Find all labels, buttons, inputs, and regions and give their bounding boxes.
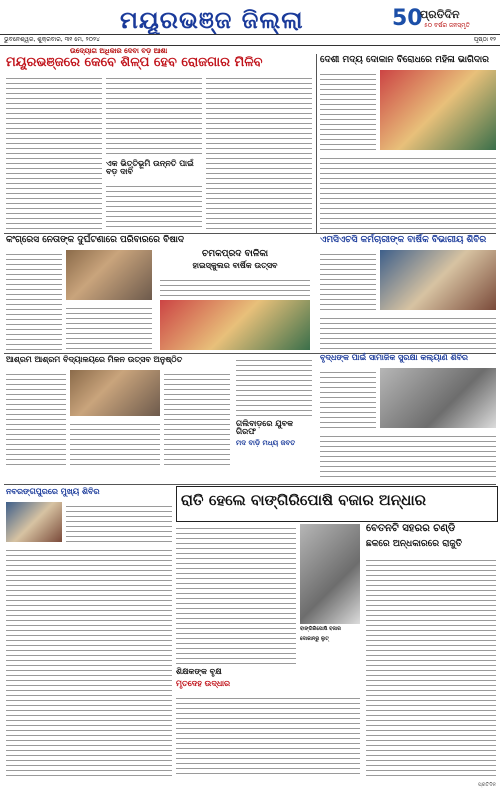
middle-body xyxy=(236,356,312,416)
section-divider xyxy=(4,233,496,234)
night-headline-box xyxy=(176,486,498,522)
column-divider xyxy=(316,54,317,234)
lead-body-col2 xyxy=(106,74,202,156)
date-text: ଭୁବନେଶ୍ୱର, ଶୁକ୍ରବାର, ୩୧ ମେ, ୨୦୨୪ xyxy=(4,36,100,43)
girl-headline: ଚମକପ୍ରଦ ବାଳିକା xyxy=(201,249,269,259)
sanitation-photo xyxy=(380,250,496,310)
page-number: ପୃଷ୍ଠା ୧୨ xyxy=(473,36,496,43)
dateline xyxy=(0,34,500,46)
congress-photo xyxy=(66,250,152,300)
masthead xyxy=(0,0,500,44)
footer-brand: ପ୍ରତିଦିନ xyxy=(478,782,496,788)
lead-side-headline: ଏକ ଭିତ୍ତିଭୂମି ଉନ୍ନତି ପାଇଁ ବଡ଼ ଦାବି xyxy=(106,159,194,177)
mayor-headline: ନବରଙ୍ଗପୁରରେ ମୁଖ୍ୟ ଶିବିର xyxy=(6,487,100,496)
tower-photo xyxy=(300,524,360,624)
sanitation-headline: ଏମସିଏଚସି କର୍ମଚାରୀଙ୍କ ବାର୍ଷିକ ବିଭାଗୀୟ ଶିବିର xyxy=(320,235,487,245)
brand-name: ପ୍ରତିଦିନ xyxy=(420,8,460,21)
small-headline: ଗଲିବାଡ଼ରେ ଯୁବକ ଗିରଫ xyxy=(236,419,294,437)
water-subhead: ଛକରେ ଅନ୍ଧକାରରେ ରାଜୁତି xyxy=(366,539,462,549)
women-body xyxy=(320,70,376,150)
mayor-body2 xyxy=(6,546,172,778)
water-headline: ବେତନଟି ସହରର ଚଣ୍ଡି xyxy=(366,523,456,534)
congress-headline: କଂଗ୍ରେସ ନେତାଙ୍କ ଦୁର୍ଘଟଣାରେ ପରିବାରରେ ବିଷାଦ xyxy=(6,235,185,245)
ashram-photo xyxy=(70,370,160,416)
teacher-body xyxy=(176,694,360,778)
sanitation-body2 xyxy=(320,314,496,350)
camp-headline: ବୃଦ୍ଧଙ୍କ ପାଇଁ ସାମାଜିକ ସୁରକ୍ଷା କଲ୍ୟାଣ ଶିବିର xyxy=(320,353,468,362)
ashram-body3 xyxy=(164,370,230,466)
camp-body2 xyxy=(320,432,496,480)
congress-body2 xyxy=(66,304,152,350)
night-headline: ରାତି ହେଲେ ବାଙ୍ଗିରିପୋଷି ବଜାର ଅନ୍ଧାର xyxy=(181,491,427,509)
water-body xyxy=(366,556,496,778)
women-headline: ଦେଶୀ ମଦ୍ୟ ଦୋକାନ ବିରୋଧରେ ମହିଳା ଭାଗିଦାର xyxy=(320,55,489,65)
girl-subhead: ହାଇସ୍କୁଲର ବାର୍ଷିକ ଉତ୍ସବ xyxy=(192,261,278,270)
camp-body xyxy=(320,368,376,428)
ashram-body2 xyxy=(70,420,160,466)
mayor-body xyxy=(66,502,172,542)
lead-kicker: ଉଦ୍ୟୋଗ ଅଧିକାର ଦେବା ବଡ଼ ଆଶା xyxy=(70,47,168,55)
sanitation-body xyxy=(320,250,376,310)
anniversary-logo: 50 xyxy=(392,6,423,31)
lead-body-col1 xyxy=(6,74,102,230)
girl-body xyxy=(160,276,310,298)
section-divider-3 xyxy=(4,484,496,485)
ashram-body xyxy=(6,370,66,466)
lead-headline: ମୟୂରଭଞ୍ଜରେ କେବେ ଶିଳ୍ପ ହେବ ରୋଜଗାର ମିଳିବ xyxy=(6,55,263,70)
page-title: ମୟୂରଭଞ୍ଜ ଜିଲ୍ଲା xyxy=(120,6,304,34)
mayor-photo xyxy=(6,502,62,542)
ashram-headline: ଆଶ୍ରମ ଆଶ୍ରମ ବିଦ୍ୟାଳୟରେ ମିଳନ ଉତ୍ସବ ଅନୁଷ୍ଠିତ xyxy=(6,355,183,364)
small-subhead: ମଦ ବାଡ଼ି ମଧ୍ୟ ଜବତ xyxy=(236,439,296,447)
congress-body xyxy=(6,250,62,350)
teacher-headline: ଶିକ୍ଷକଙ୍କ ବୃକ୍ଷ xyxy=(176,667,222,676)
footer xyxy=(0,782,500,788)
teacher-subhead: ମୃତଦେହ ଉଦ୍ଧାର xyxy=(176,679,231,688)
camp-photo xyxy=(380,368,496,428)
women-body2 xyxy=(320,154,496,230)
loot-caption: ଦୋକାନରୁ ଲୁଟ୍ xyxy=(300,636,329,642)
lead-body-col2b xyxy=(106,182,202,230)
women-protest-photo xyxy=(380,70,496,150)
night-body xyxy=(176,524,296,664)
brand-tagline: ୫୦ ବର୍ଷର ଜନସ୍ମୃତି xyxy=(424,22,470,29)
girl-photo xyxy=(160,300,310,350)
lead-body-col3 xyxy=(206,74,312,230)
tower-caption: ବାଙ୍ଗିରିପୋଷି ବଜାର xyxy=(300,626,341,632)
